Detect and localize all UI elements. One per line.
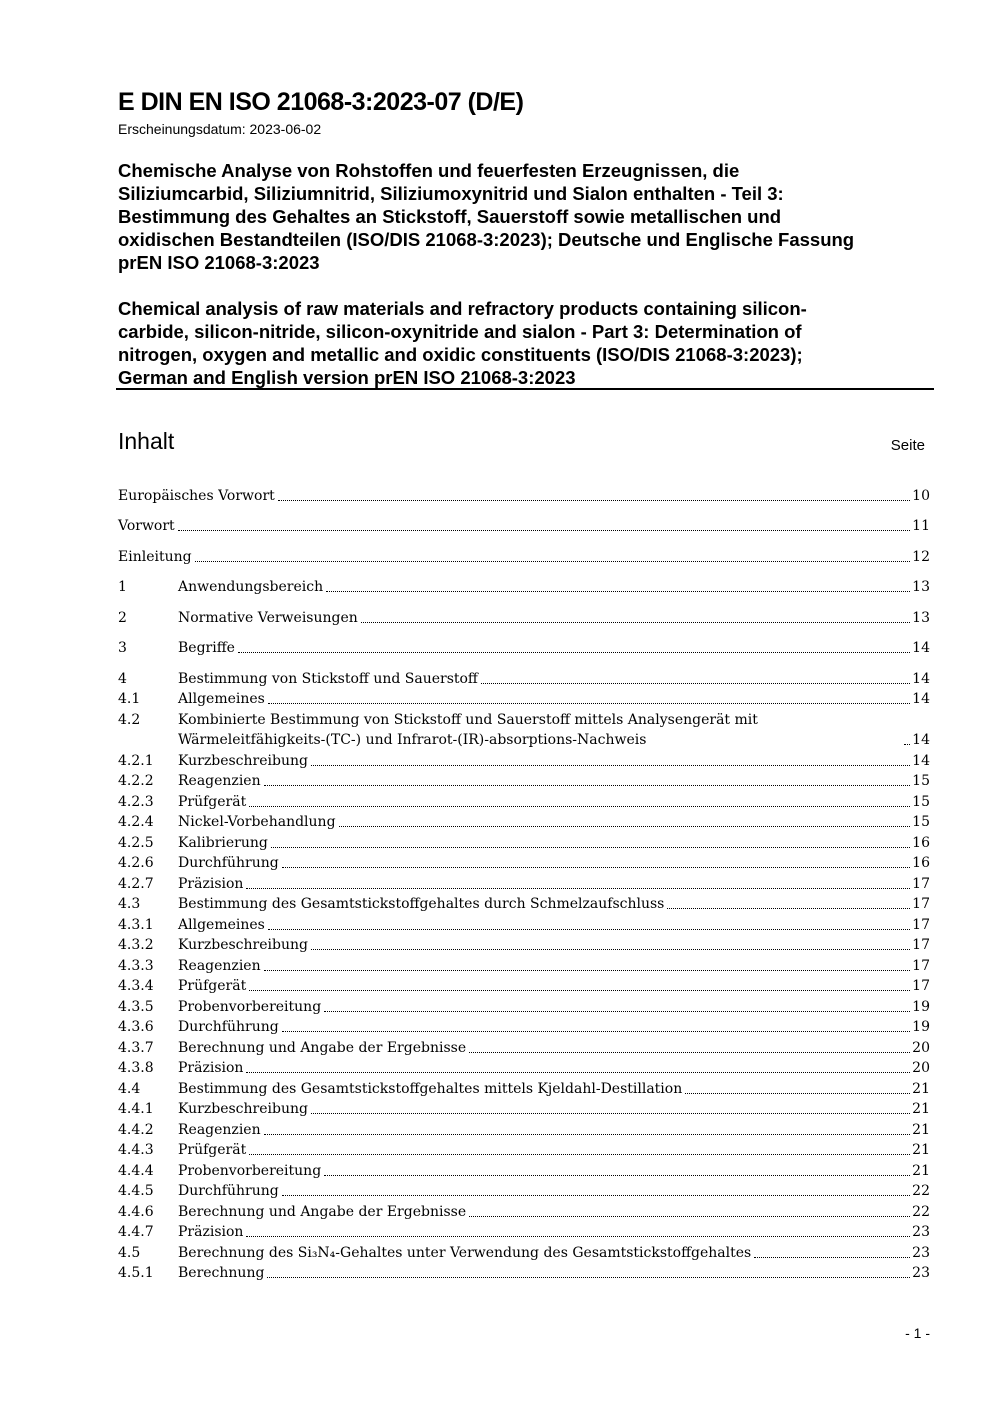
toc-dot-leader: [249, 806, 910, 807]
toc-dot-leader: [264, 1134, 911, 1135]
toc-entry-number: 4.3.1: [118, 917, 154, 933]
toc-entry[interactable]: [118, 1263, 930, 1283]
toc-page-column-label: Seite: [890, 437, 925, 454]
toc-entry-title: Reagenzien: [178, 958, 261, 974]
toc-entry-title: Reagenzien: [178, 773, 261, 789]
toc-entry-number: 3: [118, 640, 127, 656]
toc-entry-page: 21: [912, 1163, 930, 1179]
toc-entry-page: 14: [912, 732, 930, 748]
toc-dot-leader: [469, 1052, 910, 1053]
toc-entry-title: Präzision: [178, 1224, 244, 1240]
toc-entry[interactable]: [118, 1038, 930, 1058]
toc-entry-page: 23: [912, 1224, 930, 1240]
toc-entry-title: Kurzbeschreibung: [178, 937, 308, 953]
toc-dot-leader: [282, 1195, 910, 1196]
toc-entry[interactable]: [118, 1120, 930, 1140]
toc-entry-number: 4.3.7: [118, 1040, 154, 1056]
toc-entry-title: Reagenzien: [178, 1122, 261, 1138]
toc-entry-page: 21: [912, 1142, 930, 1158]
toc-entry-title: Bestimmung des Gesamtstickstoffgehaltes mittels Kjeldahl-Destillation: [178, 1081, 683, 1097]
toc-entry-page: 21: [912, 1101, 930, 1117]
toc-entry-title: Durchführung: [178, 1019, 279, 1035]
toc-entry-page: 17: [912, 978, 930, 994]
toc-entry-title: Kombinierte Bestimmung von Stickstoff und Sauerstoff mittels Analysengerät mit Wärmeleitfähigkeits-(TC-) und Infrarot-(IR)-absorptions-Nachweis: [178, 712, 758, 748]
toc-entry-title: Einleitung: [118, 549, 192, 565]
toc-entry[interactable]: [118, 486, 930, 506]
toc-entry-page: 14: [912, 640, 930, 656]
toc-entry-page: 13: [912, 610, 930, 626]
toc-dot-leader: [178, 530, 910, 531]
toc-heading: Inhalt: [118, 428, 175, 454]
toc-entry-title: Anwendungsbereich: [178, 579, 324, 595]
toc-dot-leader: [195, 561, 911, 562]
toc-entry-title: Probenvorbereitung: [178, 1163, 322, 1179]
toc-dot-leader: [324, 1175, 910, 1176]
toc-entry-title: Durchführung: [178, 855, 279, 871]
toc-entry[interactable]: [118, 894, 930, 914]
toc-dot-leader: [249, 1154, 910, 1155]
toc-entry-page: 17: [912, 896, 930, 912]
toc-dot-leader: [246, 888, 910, 889]
toc-entry-title: Kurzbeschreibung: [178, 753, 308, 769]
toc-entry[interactable]: [118, 976, 930, 996]
toc-entry[interactable]: [118, 935, 930, 955]
toc-entry-page: 15: [912, 794, 930, 810]
toc-entry[interactable]: [118, 547, 930, 567]
toc-entry-page: 19: [912, 1019, 930, 1035]
toc-dot-leader: [282, 867, 910, 868]
toc-entry-number: 4.3.8: [118, 1060, 154, 1076]
toc-entry-number: 1: [118, 579, 127, 595]
toc-dot-leader: [271, 847, 910, 848]
toc-dot-leader: [311, 949, 910, 950]
toc-entry[interactable]: [118, 874, 930, 894]
toc-entry-page: 12: [912, 549, 930, 565]
toc-entry[interactable]: [118, 997, 930, 1017]
toc-entry-title: Berechnung: [178, 1265, 265, 1281]
toc-dot-leader: [264, 970, 911, 971]
toc-entry[interactable]: [118, 608, 930, 628]
toc-entry-page: 21: [912, 1122, 930, 1138]
toc-entry-page: 17: [912, 917, 930, 933]
toc-entry-number: 4.2: [118, 712, 141, 728]
toc-entry-number: 4.1: [118, 691, 141, 707]
toc-entry-title: Kurzbeschreibung: [178, 1101, 308, 1117]
toc-entry[interactable]: [118, 915, 930, 935]
toc-entry-title: Prüfgerät: [178, 1142, 247, 1158]
toc-entry-number: 4.2.6: [118, 855, 154, 871]
toc-entry-page: 23: [912, 1245, 930, 1261]
toc-entry-title: Begriffe: [178, 640, 235, 656]
toc-entry[interactable]: [118, 833, 930, 853]
toc-entry-page: 22: [912, 1183, 930, 1199]
toc-dot-leader: [268, 929, 910, 930]
toc-entry-number: 4.4.3: [118, 1142, 154, 1158]
toc-entry-page: 11: [912, 518, 930, 534]
toc-dot-leader: [904, 744, 910, 745]
toc-entry[interactable]: [118, 516, 930, 536]
toc-entry-title: Kalibrierung: [178, 835, 268, 851]
toc-dot-leader: [361, 622, 910, 623]
toc-entry-page: 17: [912, 937, 930, 953]
toc-entry-page: 16: [912, 835, 930, 851]
toc-entry-number: 4.4.7: [118, 1224, 154, 1240]
toc-entry[interactable]: [118, 669, 930, 689]
toc-entry-page: 13: [912, 579, 930, 595]
toc-entry-number: 4.4.2: [118, 1122, 154, 1138]
toc-entry[interactable]: [118, 689, 930, 709]
toc-entry-page: 10: [912, 488, 930, 504]
toc-entry-page: 17: [912, 876, 930, 892]
toc-entry-title: Prüfgerät: [178, 794, 247, 810]
title-english-line: Chemical analysis of raw materials and refractory products containing silicon-: [118, 298, 807, 319]
title-german-line: Chemische Analyse von Rohstoffen und feuerfesten Erzeugnissen, die: [118, 160, 740, 181]
toc-entry-number: 4.5: [118, 1245, 141, 1261]
toc-entry-title: Bestimmung von Stickstoff und Sauerstoff: [178, 671, 478, 687]
toc-entry-number: 4.3.4: [118, 978, 154, 994]
toc-dot-leader: [282, 1031, 910, 1032]
toc-entry[interactable]: [118, 1202, 930, 1222]
toc-entry-number: 4.2.1: [118, 753, 154, 769]
toc-entry[interactable]: [118, 771, 930, 791]
title-english-line: German and English version prEN ISO 21068-3:2023: [118, 367, 576, 388]
toc-entry[interactable]: [118, 751, 930, 771]
toc-entry[interactable]: [118, 812, 930, 832]
toc-entry-page: 14: [912, 753, 930, 769]
toc-entry-title: Berechnung des Si₃N₄-Gehaltes unter Verwendung des Gesamtstickstoffgehaltes: [178, 1245, 752, 1261]
document-id: E DIN EN ISO 21068-3:2023-07 (D/E): [118, 88, 524, 116]
toc-entry[interactable]: [118, 1017, 930, 1037]
toc-entry-number: 4.4.6: [118, 1204, 154, 1220]
toc-dot-leader: [685, 1093, 910, 1094]
title-english-line: carbide, silicon-nitride, silicon-oxynitride and sialon - Part 3: Determination of: [118, 321, 802, 342]
toc-entry-title: Europäisches Vorwort: [118, 488, 275, 504]
toc-entry-number: 4.2.2: [118, 773, 154, 789]
toc-entry-page: 16: [912, 855, 930, 871]
toc-entry-page: 15: [912, 814, 930, 830]
toc-entry-number: 4.2.3: [118, 794, 154, 810]
toc-entry-number: 4.4.1: [118, 1101, 154, 1117]
toc-entry-title: Präzision: [178, 1060, 244, 1076]
toc-entry-page: 22: [912, 1204, 930, 1220]
toc-entry-number: 4.3.2: [118, 937, 154, 953]
toc-entry[interactable]: [118, 1222, 930, 1242]
toc-entry-number: 4.5.1: [118, 1265, 154, 1281]
toc-entry-title: Allgemeines: [178, 691, 265, 707]
toc-dot-leader: [469, 1216, 910, 1217]
toc-dot-leader: [264, 785, 911, 786]
toc-entry-page: 17: [912, 958, 930, 974]
toc-entry[interactable]: [118, 577, 930, 597]
toc-entry-page: 20: [912, 1040, 930, 1056]
toc-entry-title: Bestimmung des Gesamtstickstoffgehaltes durch Schmelzaufschluss: [178, 896, 665, 912]
toc-entry-number: 4.3.3: [118, 958, 154, 974]
toc-dot-leader: [667, 908, 910, 909]
title-english-line: nitrogen, oxygen and metallic and oxidic constituents (ISO/DIS 21068-3:2023);: [118, 344, 803, 365]
toc-entry-title: Probenvorbereitung: [178, 999, 322, 1015]
toc-dot-leader: [311, 1113, 910, 1114]
toc-entry-number: 4.2.7: [118, 876, 154, 892]
title-german-line: Siliziumcarbid, Siliziumnitrid, Siliziumoxynitrid und Sialon enthalten - Teil 3:: [118, 183, 784, 204]
toc-entry-page: 14: [912, 671, 930, 687]
toc-entry-page: 14: [912, 691, 930, 707]
toc-entry-number: 4.2.4: [118, 814, 154, 830]
toc-entry[interactable]: [118, 853, 930, 873]
toc-entry[interactable]: [118, 1079, 930, 1099]
toc-entry[interactable]: [118, 1243, 930, 1263]
toc-dot-leader: [267, 1277, 910, 1278]
toc-entry-title: Berechnung und Angabe der Ergebnisse: [178, 1040, 467, 1056]
toc-entry[interactable]: [118, 1058, 930, 1078]
title-german-line: prEN ISO 21068-3:2023: [118, 252, 320, 273]
toc-dot-leader: [311, 765, 910, 766]
title-german-line: Bestimmung des Gehaltes an Stickstoff, Sauerstoff sowie metallischen und: [118, 206, 782, 227]
toc-dot-leader: [246, 1236, 910, 1237]
page-number: - 1 -: [905, 1325, 930, 1341]
toc-entry-title: Allgemeines: [178, 917, 265, 933]
toc-entry-number: 4.4.5: [118, 1183, 154, 1199]
toc-entry-page: 23: [912, 1265, 930, 1281]
toc-entry-title: Normative Verweisungen: [178, 610, 358, 626]
toc-entry[interactable]: [118, 1140, 930, 1160]
toc-entry-page: 21: [912, 1081, 930, 1097]
toc-entry[interactable]: [118, 638, 930, 658]
toc-entry-title: Vorwort: [118, 518, 175, 534]
toc-entry-number: 4.3.6: [118, 1019, 154, 1035]
title-english: [118, 297, 938, 389]
toc-entry-number: 4.2.5: [118, 835, 154, 851]
publication-date: Erscheinungsdatum: 2023-06-02: [118, 121, 322, 137]
toc-entry-number: 2: [118, 610, 127, 626]
toc-entry-number: 4: [118, 671, 127, 687]
toc-entry[interactable]: [118, 1181, 930, 1201]
toc-entry[interactable]: [118, 1161, 930, 1181]
toc-entry-number: 4.4: [118, 1081, 141, 1097]
toc-dot-leader: [324, 1011, 910, 1012]
title-german-line: oxidischen Bestandteilen (ISO/DIS 21068-3:2023); Deutsche und Englische Fassung: [118, 229, 855, 250]
toc-entry-number: 4.3: [118, 896, 141, 912]
toc-entry-number: 4.3.5: [118, 999, 154, 1015]
toc-entry[interactable]: [118, 956, 930, 976]
toc-dot-leader: [246, 1072, 910, 1073]
toc-entry-page: 19: [912, 999, 930, 1015]
toc-entry-page: 15: [912, 773, 930, 789]
toc-entry-title: Berechnung und Angabe der Ergebnisse: [178, 1204, 467, 1220]
toc-dot-leader: [339, 826, 911, 827]
toc-dot-leader: [238, 652, 910, 653]
toc-entry-title: Nickel-Vorbehandlung: [178, 814, 336, 830]
title-divider: [116, 388, 934, 390]
toc-dot-leader: [249, 990, 910, 991]
title-german: [118, 159, 938, 274]
toc-entry-page: 20: [912, 1060, 930, 1076]
toc-dot-leader: [481, 683, 910, 684]
toc-dot-leader: [268, 703, 910, 704]
toc-dot-leader: [326, 591, 910, 592]
toc-entry[interactable]: [118, 1099, 930, 1119]
toc-dot-leader: [754, 1257, 910, 1258]
toc-entry-number: 4.4.4: [118, 1163, 154, 1179]
toc-entry-title: Präzision: [178, 876, 244, 892]
toc-dot-leader: [278, 500, 910, 501]
toc-entry[interactable]: [118, 710, 930, 750]
toc-entry-title: Prüfgerät: [178, 978, 247, 994]
toc-entry-title: Durchführung: [178, 1183, 279, 1199]
toc-entry[interactable]: [118, 792, 930, 812]
